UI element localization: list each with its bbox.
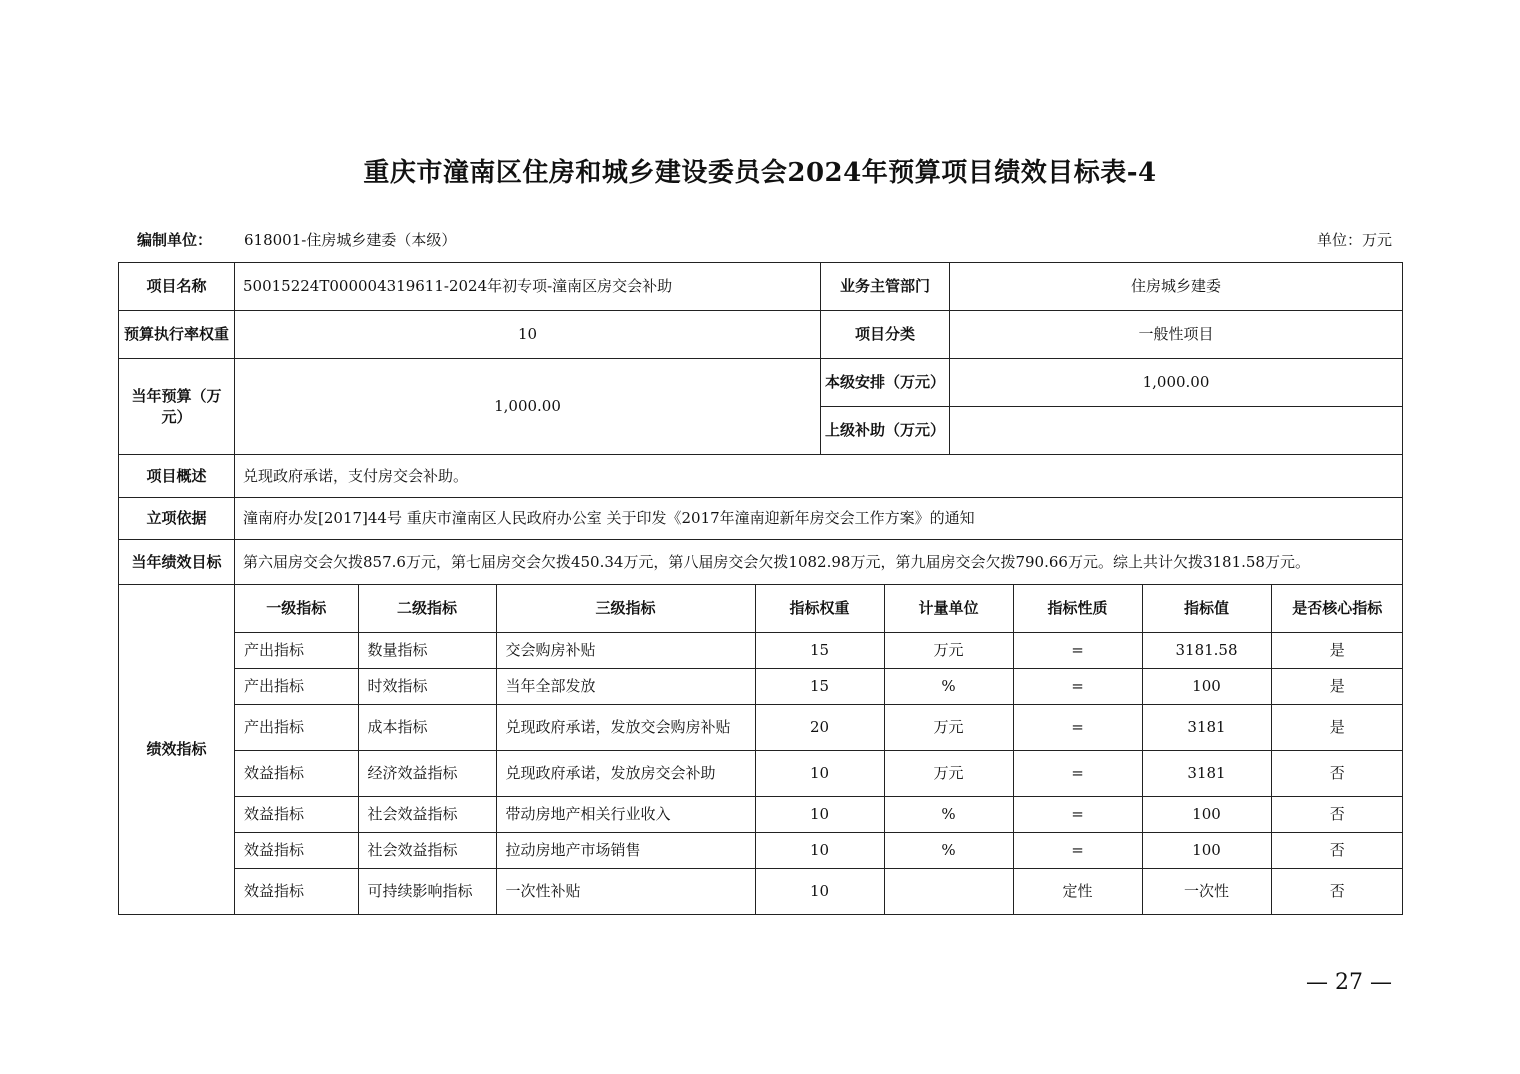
weight-label: 预算执行率权重 xyxy=(119,311,235,359)
goal-value: 第六届房交会欠拨857.6万元，第七届房交会欠拨450.34万元，第八届房交会欠拨1082.98万元，第九届房交会欠拨790.66万元。综上共计欠拨3181.58万元。 xyxy=(235,540,1403,585)
column-header: 指标值 xyxy=(1142,585,1271,632)
level1-indicator-cell: 产出指标 xyxy=(235,632,358,668)
table-row xyxy=(235,832,1403,868)
column-header: 计量单位 xyxy=(884,585,1013,632)
level3-indicator-cell: 兑现政府承诺，发放交会购房补贴 xyxy=(496,704,755,750)
category-label: 项目分类 xyxy=(821,311,950,359)
column-header: 是否核心指标 xyxy=(1271,585,1403,632)
goal-label: 当年绩效目标 xyxy=(119,540,235,585)
table-row xyxy=(235,704,1403,750)
indicator-value-cell: 100 xyxy=(1142,832,1271,868)
local-budget-value: 1,000.00 xyxy=(950,359,1403,407)
core-indicator-flag-cell: 否 xyxy=(1271,796,1403,832)
local-budget-label: 本级安排（万元） xyxy=(821,359,950,407)
level2-indicator-cell: 可持续影响指标 xyxy=(358,868,496,914)
category-value: 一般性项目 xyxy=(950,311,1403,359)
indicator-weight-cell: 10 xyxy=(755,832,884,868)
dept-label: 业务主管部门 xyxy=(821,263,950,311)
level2-indicator-cell: 社会效益指标 xyxy=(358,832,496,868)
project-name-value: 50015224T000004319611-2024年初专项-潼南区房交会补助 xyxy=(235,263,821,311)
level1-indicator-cell: 效益指标 xyxy=(235,832,358,868)
core-indicator-flag-cell: 是 xyxy=(1271,704,1403,750)
basis-value: 潼南府办发[2017]44号 重庆市潼南区人民政府办公室 关于印发《2017年潼南迎新年房交会工作方案》的通知 xyxy=(235,498,1403,540)
indicator-weight-cell: 10 xyxy=(755,796,884,832)
indicator-weight-cell: 10 xyxy=(755,868,884,914)
column-header: 一级指标 xyxy=(235,585,358,632)
level1-indicator-cell: 效益指标 xyxy=(235,868,358,914)
page-number: — 27 — xyxy=(1306,970,1392,995)
table-row xyxy=(235,796,1403,832)
core-indicator-flag-cell: 否 xyxy=(1271,832,1403,868)
level3-indicator-cell: 拉动房地产市场销售 xyxy=(496,832,755,868)
core-indicator-flag-cell: 否 xyxy=(1271,868,1403,914)
measure-unit-cell: % xyxy=(884,796,1013,832)
weight-value: 10 xyxy=(235,311,821,359)
compiler-unit-value: 618001-住房城乡建委（本级） xyxy=(244,231,457,249)
table-row xyxy=(235,750,1403,796)
indicators-label: 绩效指标 xyxy=(119,585,235,915)
column-header: 指标权重 xyxy=(755,585,884,632)
indicators-cell xyxy=(235,585,1403,915)
indicator-value-cell: 3181 xyxy=(1142,704,1271,750)
indicator-nature-cell: = xyxy=(1013,796,1142,832)
budget-value: 1,000.00 xyxy=(235,359,821,455)
level3-indicator-cell: 兑现政府承诺，发放房交会补助 xyxy=(496,750,755,796)
level2-indicator-cell: 时效指标 xyxy=(358,668,496,704)
basis-label: 立项依据 xyxy=(119,498,235,540)
level2-indicator-cell: 经济效益指标 xyxy=(358,750,496,796)
table-row xyxy=(235,668,1403,704)
table-row xyxy=(235,632,1403,668)
indicator-nature-cell: 定性 xyxy=(1013,868,1142,914)
level3-indicator-cell: 交会购房补贴 xyxy=(496,632,755,668)
currency-unit: 单位：万元 xyxy=(1316,231,1392,249)
indicator-nature-cell: = xyxy=(1013,668,1142,704)
summary-label: 项目概述 xyxy=(119,455,235,498)
upper-subsidy-value xyxy=(950,407,1403,455)
level3-indicator-cell: 当年全部发放 xyxy=(496,668,755,704)
core-indicator-flag-cell: 是 xyxy=(1271,632,1403,668)
level2-indicator-cell: 数量指标 xyxy=(358,632,496,668)
indicator-value-cell: 100 xyxy=(1142,796,1271,832)
measure-unit-cell xyxy=(884,868,1013,914)
measure-unit-cell: % xyxy=(884,832,1013,868)
measure-unit-cell: 万元 xyxy=(884,704,1013,750)
level1-indicator-cell: 产出指标 xyxy=(235,668,358,704)
measure-unit-cell: 万元 xyxy=(884,750,1013,796)
performance-target-table xyxy=(118,262,1403,915)
indicator-nature-cell: = xyxy=(1013,632,1142,668)
indicator-weight-cell: 20 xyxy=(755,704,884,750)
table-row xyxy=(235,868,1403,914)
page-title: 重庆市潼南区住房和城乡建设委员会2024年预算项目绩效目标表-4 xyxy=(363,158,1157,188)
core-indicator-flag-cell: 是 xyxy=(1271,668,1403,704)
indicators-header-row xyxy=(235,585,1403,632)
core-indicator-flag-cell: 否 xyxy=(1271,750,1403,796)
column-header: 指标性质 xyxy=(1013,585,1142,632)
level2-indicator-cell: 成本指标 xyxy=(358,704,496,750)
measure-unit-cell: % xyxy=(884,668,1013,704)
level3-indicator-cell: 带动房地产相关行业收入 xyxy=(496,796,755,832)
indicator-weight-cell: 15 xyxy=(755,632,884,668)
budget-label: 当年预算（万元） xyxy=(119,359,235,455)
indicator-value-cell: 一次性 xyxy=(1142,868,1271,914)
summary-value: 兑现政府承诺，支付房交会补助。 xyxy=(235,455,1403,498)
column-header: 三级指标 xyxy=(496,585,755,632)
indicators-table xyxy=(235,585,1403,914)
column-header: 二级指标 xyxy=(358,585,496,632)
indicator-weight-cell: 15 xyxy=(755,668,884,704)
level1-indicator-cell: 效益指标 xyxy=(235,796,358,832)
indicator-nature-cell: = xyxy=(1013,832,1142,868)
indicator-value-cell: 3181 xyxy=(1142,750,1271,796)
indicator-nature-cell: = xyxy=(1013,750,1142,796)
dept-value: 住房城乡建委 xyxy=(950,263,1403,311)
indicators-body xyxy=(235,585,1403,914)
compiler-unit-label: 编制单位： xyxy=(137,231,213,249)
project-name-label: 项目名称 xyxy=(119,263,235,311)
level3-indicator-cell: 一次性补贴 xyxy=(496,868,755,914)
indicator-value-cell: 3181.58 xyxy=(1142,632,1271,668)
level1-indicator-cell: 产出指标 xyxy=(235,704,358,750)
indicator-value-cell: 100 xyxy=(1142,668,1271,704)
measure-unit-cell: 万元 xyxy=(884,632,1013,668)
level1-indicator-cell: 效益指标 xyxy=(235,750,358,796)
level2-indicator-cell: 社会效益指标 xyxy=(358,796,496,832)
indicator-nature-cell: = xyxy=(1013,704,1142,750)
indicator-weight-cell: 10 xyxy=(755,750,884,796)
upper-subsidy-label: 上级补助（万元） xyxy=(821,407,950,455)
